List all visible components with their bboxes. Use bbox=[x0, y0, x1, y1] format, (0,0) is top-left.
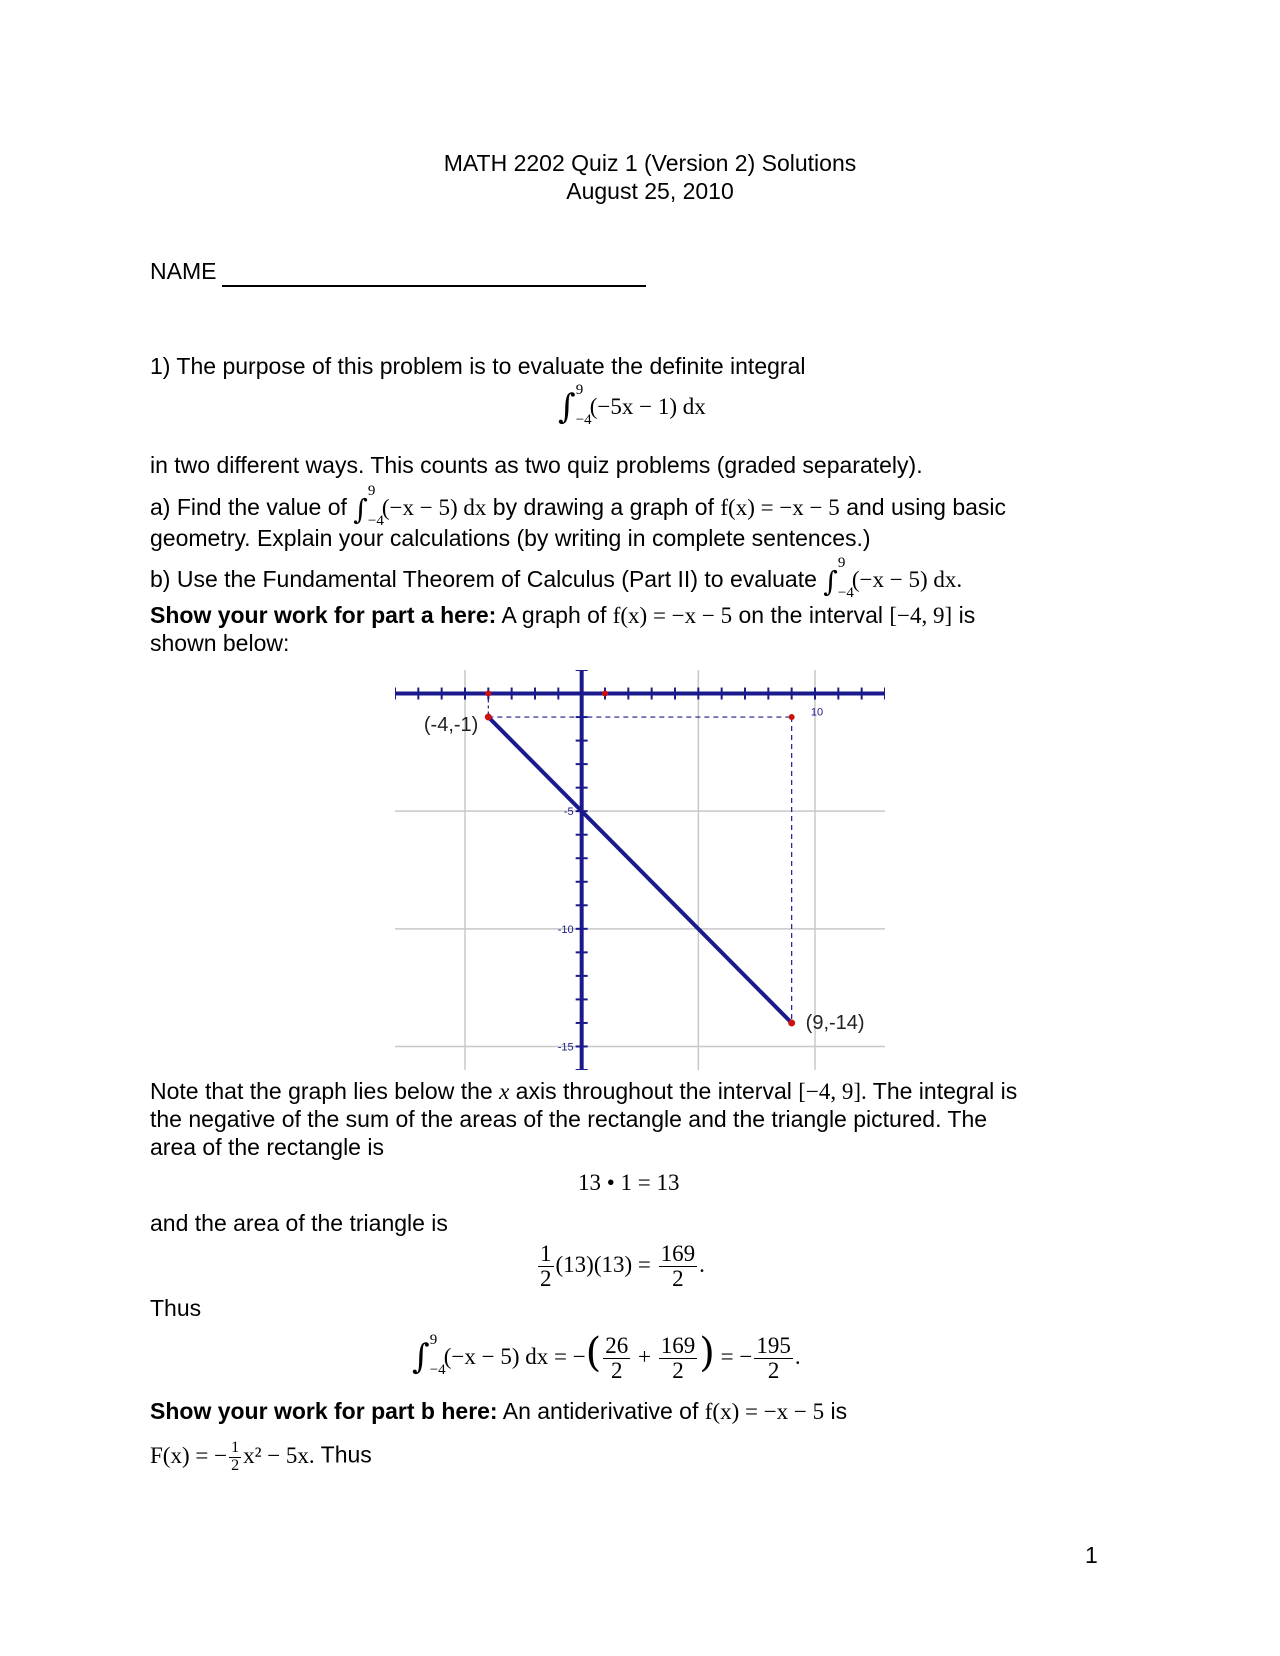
part-b-lower: −4 bbox=[837, 584, 854, 601]
function-graph bbox=[395, 670, 885, 1070]
explain-interval: [−4, 9]. bbox=[798, 1079, 867, 1104]
work-a-text4: shown below: bbox=[150, 630, 290, 656]
f1-den: 2 bbox=[611, 1358, 623, 1384]
part-b-upper: 9 bbox=[837, 554, 846, 571]
explain-line1-mid: axis throughout the interval bbox=[515, 1078, 792, 1104]
work-a-label: Show your work for part a here: bbox=[150, 602, 497, 628]
tri-res-num: 169 bbox=[660, 1241, 696, 1266]
work-b-label: Show your work for part b here: bbox=[150, 1398, 498, 1424]
tri-frac-den: 2 bbox=[540, 1266, 552, 1292]
x-tick-label: 10 bbox=[810, 706, 824, 719]
integral-upper: 9 bbox=[575, 381, 584, 398]
part-a-mid: by drawing a graph of bbox=[492, 494, 714, 520]
antiderivative-line bbox=[150, 1440, 372, 1475]
explain-line1 bbox=[150, 1078, 1017, 1105]
explain-line3: area of the rectangle is bbox=[150, 1134, 384, 1160]
tri-mid: (13)(13) = bbox=[555, 1251, 651, 1277]
name-label: NAME bbox=[150, 258, 217, 284]
work-b-line bbox=[150, 1398, 847, 1425]
part-a-line2: geometry. Explain your calculations (by writing in complete sentences.) bbox=[150, 525, 871, 551]
point-x-axis-left bbox=[485, 691, 491, 697]
thus-a: Thus bbox=[150, 1295, 202, 1321]
rectangle-area-equation: 13 • 1 = 13 bbox=[578, 1170, 680, 1195]
final-integrand: (−x − 5) dx = − bbox=[443, 1344, 586, 1369]
triangle-text: and the area of the triangle is bbox=[150, 1210, 448, 1236]
part-a-prefix: a) Find the value of bbox=[150, 494, 347, 520]
res-den: 2 bbox=[767, 1358, 780, 1384]
work-b-text1: An antiderivative of bbox=[502, 1398, 699, 1424]
res-num: 195 bbox=[756, 1333, 791, 1359]
annotation-end: (9,-14) bbox=[805, 1011, 865, 1034]
F-rest: x² − 5x. bbox=[243, 1442, 315, 1468]
ways-line: in two different ways. This counts as two quiz problems (graded separately). bbox=[150, 452, 923, 478]
annotation-start: (-4,-1) bbox=[423, 714, 479, 737]
explain-line2: the negative of the sum of the areas of the rectangle and the triangle pictured. The bbox=[150, 1106, 988, 1132]
point-start bbox=[485, 714, 492, 721]
point-corner bbox=[789, 714, 795, 720]
page-number: 1 bbox=[1085, 1542, 1098, 1568]
y-tick-label: -5 bbox=[563, 806, 574, 819]
final-lower: −4 bbox=[429, 1361, 446, 1378]
work-a-text2: on the interval bbox=[738, 602, 883, 628]
final-equation: ∫ 9 −4 (−x − 5) dx = −( $\frac{26}{2}$ + $\frac{169}{2}$ ) = − $\frac{195}{2}$ . bbox=[412, 1330, 801, 1384]
chart-labels bbox=[424, 707, 865, 1054]
part-a-suffix: and using basic bbox=[846, 494, 1007, 520]
work-b-text2: is bbox=[830, 1398, 848, 1424]
F-prefix: F(x) = − bbox=[150, 1442, 228, 1468]
work-a-text1: A graph of bbox=[501, 602, 607, 628]
display-integral: ∫ 9 −4 (−5x − 1) dx bbox=[558, 381, 706, 428]
work-a-text3: is bbox=[958, 602, 976, 628]
tri-res-den: 2 bbox=[672, 1266, 684, 1292]
part-a-func: f(x) = −x − 5 bbox=[720, 495, 840, 520]
function-line bbox=[488, 717, 791, 1023]
explain-line1-suffix: The integral is bbox=[872, 1078, 1018, 1104]
part-a-line: a) Find the value of ∫ 9 −4 (−x − 5) dx by drawing a graph of f(x) = −x − 5 and using basic bbox=[150, 482, 1007, 529]
quiz-date: August 25, 2010 bbox=[566, 178, 734, 204]
part-b-integrand: (−x − 5) dx. bbox=[851, 567, 963, 592]
point-end bbox=[788, 1019, 795, 1026]
integral-integrand: (−5x − 1) dx bbox=[589, 394, 706, 419]
tri-frac-num: 1 bbox=[540, 1241, 552, 1266]
problem-intro: 1) The purpose of this problem is to evaluate the definite integral bbox=[150, 353, 806, 379]
f1-num: 26 bbox=[605, 1333, 629, 1359]
chart-marks bbox=[485, 691, 795, 1027]
part-a-lower: −4 bbox=[367, 512, 384, 529]
work-a-line bbox=[150, 602, 975, 629]
F-frac-den: 2 bbox=[231, 1456, 240, 1474]
part-a-integrand: (−x − 5) dx bbox=[381, 495, 487, 520]
quiz-title: MATH 2202 Quiz 1 (Version 2) Solutions bbox=[443, 150, 857, 176]
work-a-func: f(x) = −x − 5 bbox=[612, 603, 733, 628]
part-a-upper: 9 bbox=[367, 482, 376, 499]
F-frac-num: 1 bbox=[231, 1439, 240, 1456]
explain-line1-prefix: Note that the graph lies below the bbox=[150, 1078, 493, 1104]
triangle-area-equation: $\frac{1}{2}$ (13)(13) = $\frac{169}{2}$ . bbox=[540, 1241, 705, 1292]
final-upper: 9 bbox=[429, 1331, 438, 1348]
name-blank[interactable] bbox=[222, 285, 646, 287]
integral-lower: −4 bbox=[575, 411, 592, 428]
work-b-func: f(x) = −x − 5 bbox=[704, 1399, 825, 1424]
f2-num: 169 bbox=[660, 1333, 696, 1359]
x-variable: x bbox=[499, 1079, 510, 1104]
part-b-line: b) Use the Fundamental Theorem of Calculus (Part II) to evaluate ∫ 9 −4 (−x − 5) dx. bbox=[150, 554, 963, 601]
work-a-interval: [−4, 9] bbox=[889, 603, 953, 628]
y-tick-label: -10 bbox=[557, 923, 574, 936]
point-x-axis-one bbox=[602, 691, 608, 697]
y-tick-label: -15 bbox=[557, 1041, 574, 1054]
part-b-prefix: b) Use the Fundamental Theorem of Calculus (Part II) to evaluate bbox=[150, 566, 817, 592]
work-b-thus: Thus bbox=[320, 1441, 372, 1468]
f2-den: 2 bbox=[672, 1358, 684, 1384]
